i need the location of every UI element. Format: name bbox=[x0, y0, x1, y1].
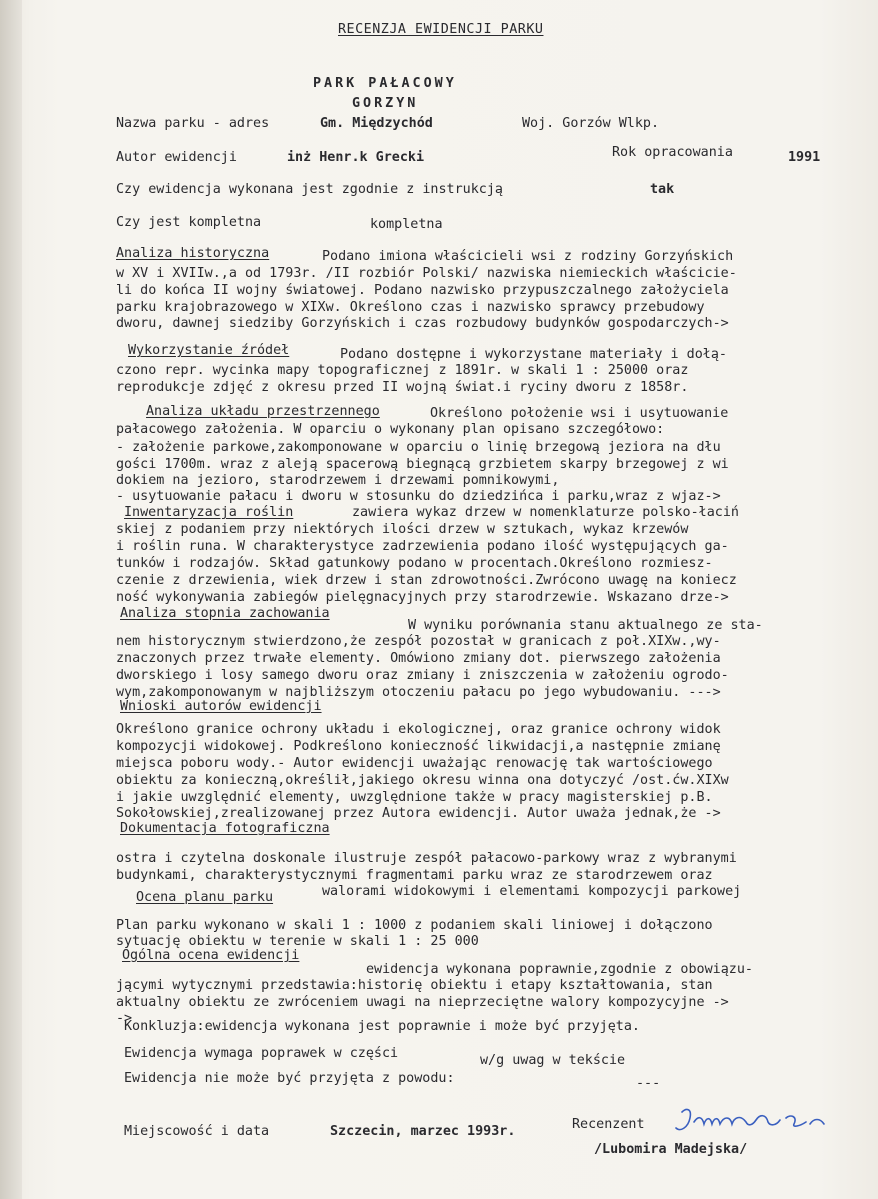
sources-text-line: Podano dostępne i wykorzystane materiały i dołą- bbox=[340, 347, 727, 362]
rejection-value: --- bbox=[636, 1076, 661, 1091]
conclusions-text-line: miejsca poboru wody.- Autor ewidencji uważając renowację tak wartościowego bbox=[116, 756, 713, 771]
overall-text-line: aktualny obiektu ze zwróceniem uwagi na nieprzeciętne walory kompozycyjne -> bbox=[116, 995, 729, 1010]
sources-text-line: reprodukcje zdjęć z okresu przed II wojną świat.i ryciny dworu z 1858r. bbox=[116, 380, 689, 395]
photo-text-line: budynkami, charakterystycznymi fragmentami parku wraz ze starodrzewem oraz bbox=[116, 868, 713, 883]
spatial-text-line: - usytuowanie pałacu i dworu w stosunku do dziedzińca i parku,wraz z wjaz-> bbox=[116, 489, 721, 504]
rejection-label: Ewidencja nie może być przyjęta z powodu: bbox=[124, 1071, 455, 1086]
sources-label: Wykorzystanie źródeł bbox=[128, 343, 290, 358]
year-value: 1991 bbox=[788, 150, 821, 165]
historical-text-line: dworu, dawnej siedziby Gorzyńskich i czas rozbudowy budynków gospodarczych-> bbox=[116, 316, 729, 331]
inventory-text-line: tunków i rodzajów. Skład gatunkowy podano w procentach.Określono rozmiesz- bbox=[116, 556, 713, 571]
preservation-text-line: znaczonych przez trwałe elementy. Omówiono zmiany dot. pierwszego założenia bbox=[116, 651, 721, 666]
overall-text-line: ewidencja wykonana poprawnie,zgodnie z obowiązu- bbox=[366, 962, 753, 977]
complete-label: Czy jest kompletna bbox=[116, 215, 262, 230]
instruction-label: Czy ewidencja wykonana jest zgodnie z instrukcją bbox=[116, 182, 503, 197]
reviewer-signature bbox=[672, 1104, 828, 1140]
binding-edge bbox=[0, 0, 22, 1199]
historical-text-line: w XV i XVIIw.,a od 1793r. /II rozbiór Polski/ nazwiska niemieckich właścicie- bbox=[116, 266, 737, 281]
inventory-text-line: czenie z drzewienia, wiek drzew i stan zdrowotności.Zwrócono uwagę na koniecz bbox=[116, 573, 737, 588]
name-woj: Woj. Gorzów Wlkp. bbox=[522, 116, 660, 131]
name-gm: Gm. Międzychód bbox=[320, 116, 433, 131]
inventory-text-line: skiej z podaniem przy niektórych ilości drzew w sztukach, wykaz krzewów bbox=[116, 522, 689, 537]
inventory-text-line: ność wykonywania zabiegów pielęgnacyjnych przy starodrzewie. Wskazano drze-> bbox=[116, 590, 729, 605]
overall-assessment-label: Ogólna ocena ewidencji bbox=[122, 948, 300, 963]
spatial-text-line: Określono położenie wsi i usytuowanie bbox=[430, 406, 729, 421]
sources-text-line: czono repr. wycinka mapy topograficznej z 1891r. w skali 1 : 25000 oraz bbox=[116, 363, 689, 378]
corrections-value: w/g uwag w tekście bbox=[480, 1053, 626, 1068]
spatial-text-line: gości 1700m. wraz z aleją spacerową biegnącą grzbietem skarpy brzegowej z wi bbox=[116, 457, 729, 472]
corrections-label: Ewidencja wymaga poprawek w części bbox=[124, 1046, 399, 1061]
park-name: PARK PAŁACOWY bbox=[313, 76, 457, 91]
historical-analysis-label: Analiza historyczna bbox=[116, 246, 270, 261]
name-label: Nazwa parku - adres bbox=[116, 116, 270, 131]
spatial-text-line: dokiem na jezioro, starodrzewem i drzewami pomnikowymi, bbox=[116, 473, 560, 488]
historical-text-line: parku krajobrazowego w XIXw. Określono czas i nazwisko sprawcy przebudowy bbox=[116, 300, 705, 315]
preservation-text-line: W wyniku porównania stanu aktualnego ze sta- bbox=[408, 618, 763, 633]
photo-text-line: ostra i czytelna doskonale ilustruje zespół pałacowo-parkowy wraz z wybranymi bbox=[116, 851, 737, 866]
year-label: Rok opracowania bbox=[612, 145, 733, 160]
preservation-text-line: wym,zakomponowanym w najbliższym otoczeniu pałacu po jego wybudowaniu. ---> bbox=[116, 685, 721, 700]
complete-value: kompletna bbox=[370, 217, 443, 232]
place-date-value: Szczecin, marzec 1993r. bbox=[330, 1124, 516, 1139]
preservation-text-line: dworskiego i losy samego dworu oraz zmiany i zniszczenia w założeniu ogrodo- bbox=[116, 668, 729, 683]
photo-text-line: walorami widokowymi i elementami kompozycji parkowej bbox=[322, 884, 742, 899]
conclusions-text-line: i jakie uwzględnić elementy, uwzględnione także w pracy magisterskiej p.B. bbox=[116, 790, 713, 805]
overall-text-line: jącymi wytycznymi przedstawia:historię obiektu i etapy kształtowania, stan bbox=[116, 978, 713, 993]
historical-text-line: Podano imiona właścicieli wsi z rodziny Gorzyńskich bbox=[322, 249, 734, 264]
plan-text-line: sytuację obiektu w terenie w skali 1 : 25 000 bbox=[116, 934, 479, 949]
photo-documentation-label: Dokumentacja fotograficzna bbox=[120, 821, 330, 836]
preservation-text-line: nem historycznym stwierdzono,że zespół pozostał w granicach z poł.XIXw.,wy- bbox=[116, 634, 721, 649]
spatial-text-line: - założenie parkowe,zakomponowane w oparciu o linię brzegową jeziora na dłu bbox=[116, 440, 721, 455]
overall-text-line: -> bbox=[116, 1011, 133, 1026]
reviewer-name: /Lubomira Madejska/ bbox=[594, 1142, 748, 1157]
author-conclusions-label: Wnioski autorów ewidencji bbox=[120, 699, 322, 714]
inventory-label: Inwentaryzacja roślin bbox=[124, 505, 294, 520]
author-label: Autor ewidencji bbox=[116, 150, 237, 165]
park-place: GORZYN bbox=[352, 96, 419, 111]
spatial-text-line: pałacowego założenia. W oparciu o wykonany plan opisano szczegółowo: bbox=[116, 422, 665, 437]
author-value: inż Henr.k Grecki bbox=[287, 150, 425, 165]
conclusion-main: Konkluzja:ewidencja wykonana jest poprawnie i może być przyjęta. bbox=[124, 1019, 640, 1034]
inventory-text-line: i roślin runa. W charakterystyce zadrzewienia podano ilość występujących ga- bbox=[116, 539, 729, 554]
reviewer-label: Recenzent bbox=[572, 1117, 645, 1132]
preservation-label: Analiza stopnia zachowania bbox=[120, 606, 330, 621]
conclusions-text-line: Określono granice ochrony układu i ekologicznej, oraz granice ochrony widok bbox=[116, 722, 721, 737]
place-date-label: Miejscowość i data bbox=[124, 1124, 270, 1139]
plan-text-line: Plan parku wykonano w skali 1 : 1000 z podaniem skali liniowej i dołączono bbox=[116, 918, 713, 933]
inventory-text-line: zawiera wykaz drzew w nomenklaturze polsko-łaciń bbox=[352, 505, 739, 520]
plan-assessment-label: Ocena planu parku bbox=[136, 890, 274, 905]
historical-text-line: li do końca II wojny światowej. Podano nazwisko przypuszczalnego założyciela bbox=[116, 283, 729, 298]
instruction-value: tak bbox=[650, 182, 675, 197]
conclusions-text-line: Sokołowskiej,zrealizowanej przez Autora ewidencji. Autor uważa jednak,że -> bbox=[116, 806, 721, 821]
conclusions-text-line: kompozycji widokowej. Podkreślono konieczność likwidacji,a następnie zmianę bbox=[116, 739, 721, 754]
conclusions-text-line: obiektu za konieczną,określił,jakiego okresu winna ona dotyczyć /ost.ćw.XIXw bbox=[116, 773, 729, 788]
spatial-analysis-label: Analiza układu przestrzennego bbox=[146, 404, 380, 419]
document-title: RECENZJA EWIDENCJI PARKU bbox=[338, 22, 544, 37]
